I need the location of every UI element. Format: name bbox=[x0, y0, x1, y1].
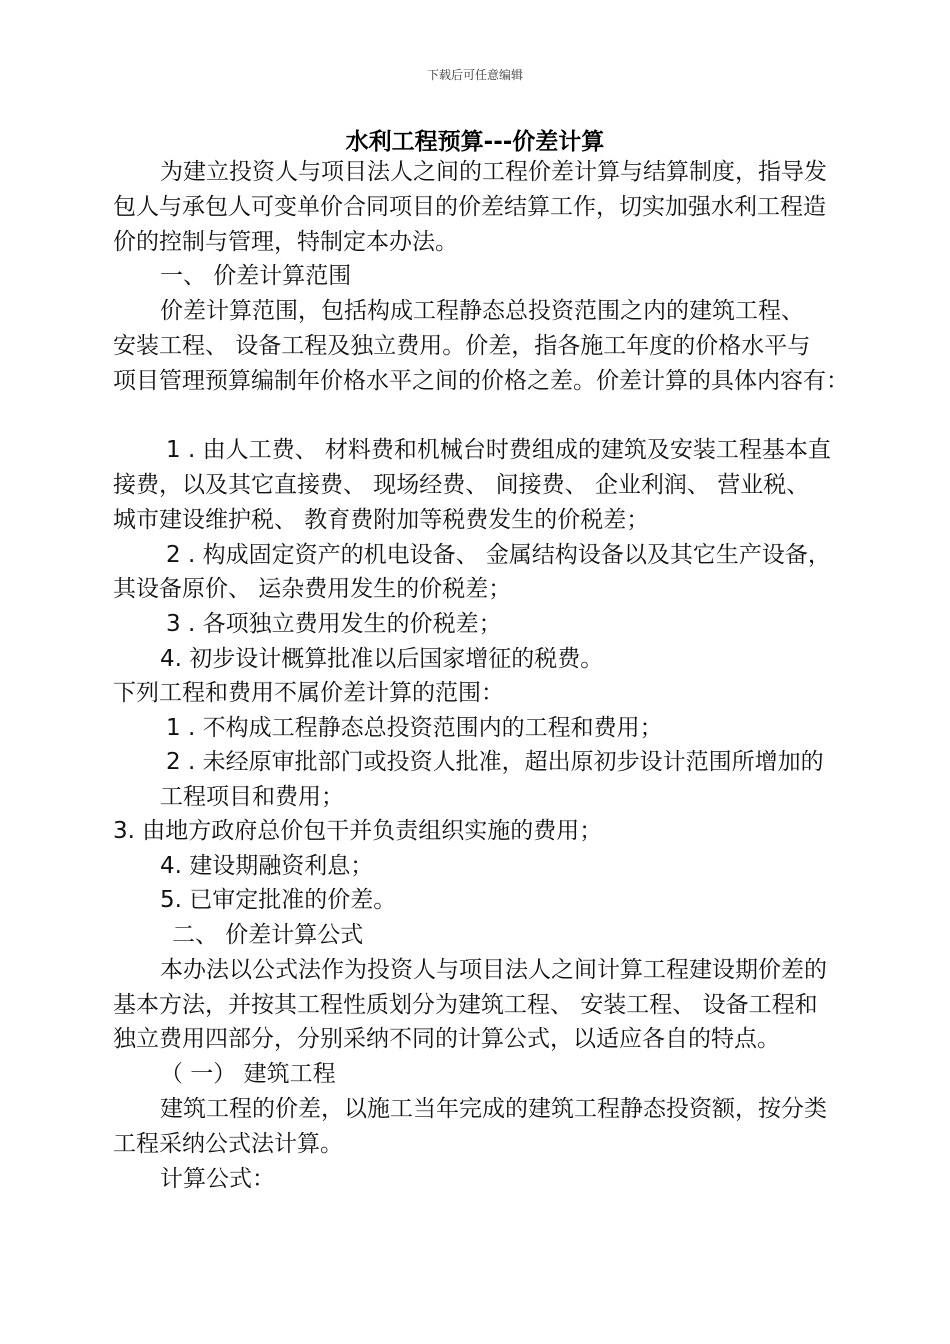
list-item: 3 . 各项独立费用发生的价税差； bbox=[166, 611, 502, 637]
body-line: 本办法以公式法作为投资人与项目法人之间计算工程建设期价差的 bbox=[160, 957, 827, 983]
list-item: 3. 由地方政府总价包干并负责组织实施的费用； bbox=[113, 818, 603, 844]
body-line: 项目管理预算编制年价格水平之间的价格之差。价差计算的具体内容有： bbox=[113, 368, 849, 394]
body-line: 工程项目和费用； bbox=[160, 784, 344, 810]
list-item: 2 . 未经原审批部门或投资人批准，超出原初步设计范围所增加的 bbox=[166, 749, 824, 775]
body-line: 计算公式： bbox=[160, 1166, 275, 1192]
list-item: 1 . 不构成工程静态总投资范围内的工程和费用； bbox=[166, 715, 663, 741]
list-item: 5. 已审定批准的价差。 bbox=[160, 887, 397, 913]
body-line: 基本方法，并按其工程性质划分为建筑工程、 安装工程、 设备工程和 bbox=[113, 992, 818, 1018]
body-line: 包人与承包人可变单价合同项目的价差结算工作，切实加强水利工程造 bbox=[113, 194, 826, 220]
body-line: 其设备原价、 运杂费用发生的价税差； bbox=[113, 576, 512, 602]
body-line: 安装工程、 设备工程及独立费用。价差，指各施工年度的价格水平与 bbox=[113, 333, 811, 359]
body-line: 建筑工程的价差，以施工当年完成的建筑工程静态投资额，按分类 bbox=[160, 1096, 827, 1122]
list-item: 4. 建设期融资利息； bbox=[160, 853, 374, 879]
body-line: 独立费用四部分，分别采纳不同的计算公式，以适应各自的特点。 bbox=[113, 1026, 780, 1052]
document-title: 水利工程预算---价差计算 bbox=[345, 129, 605, 155]
page-header-note: 下载后可任意编辑 bbox=[426, 68, 523, 82]
subsection-heading: （ 一） 建筑工程 bbox=[160, 1061, 336, 1087]
list-item: 1 . 由人工费、 材料费和机械台时费组成的建筑及安装工程基本直 bbox=[166, 437, 831, 463]
body-line: 价差计算范围，包括构成工程静态总投资范围之内的建筑工程、 bbox=[160, 298, 804, 324]
body-line: 下列工程和费用不属价差计算的范围： bbox=[113, 680, 504, 706]
list-item: 4. 初步设计概算批准以后国家增征的税费。 bbox=[160, 646, 604, 672]
list-item: 2 . 构成固定资产的机电设备、 金属结构设备以及其它生产设备， bbox=[166, 542, 831, 568]
body-line: 为建立投资人与项目法人之间的工程价差计算与结算制度，指导发 bbox=[160, 159, 827, 185]
body-line: 价的控制与管理，特制定本办法。 bbox=[113, 229, 458, 255]
body-line: 接费，以及其它直接费、 现场经费、 间接费、 企业利润、 营业税、 bbox=[113, 472, 810, 498]
body-line: 工程采纳公式法计算。 bbox=[113, 1131, 343, 1157]
section-heading: 一、 价差计算范围 bbox=[160, 263, 352, 289]
body-line: 城市建设维护税、 教育费附加等税费发生的价税差； bbox=[113, 507, 650, 533]
section-heading: 二、 价差计算公式 bbox=[172, 922, 364, 948]
